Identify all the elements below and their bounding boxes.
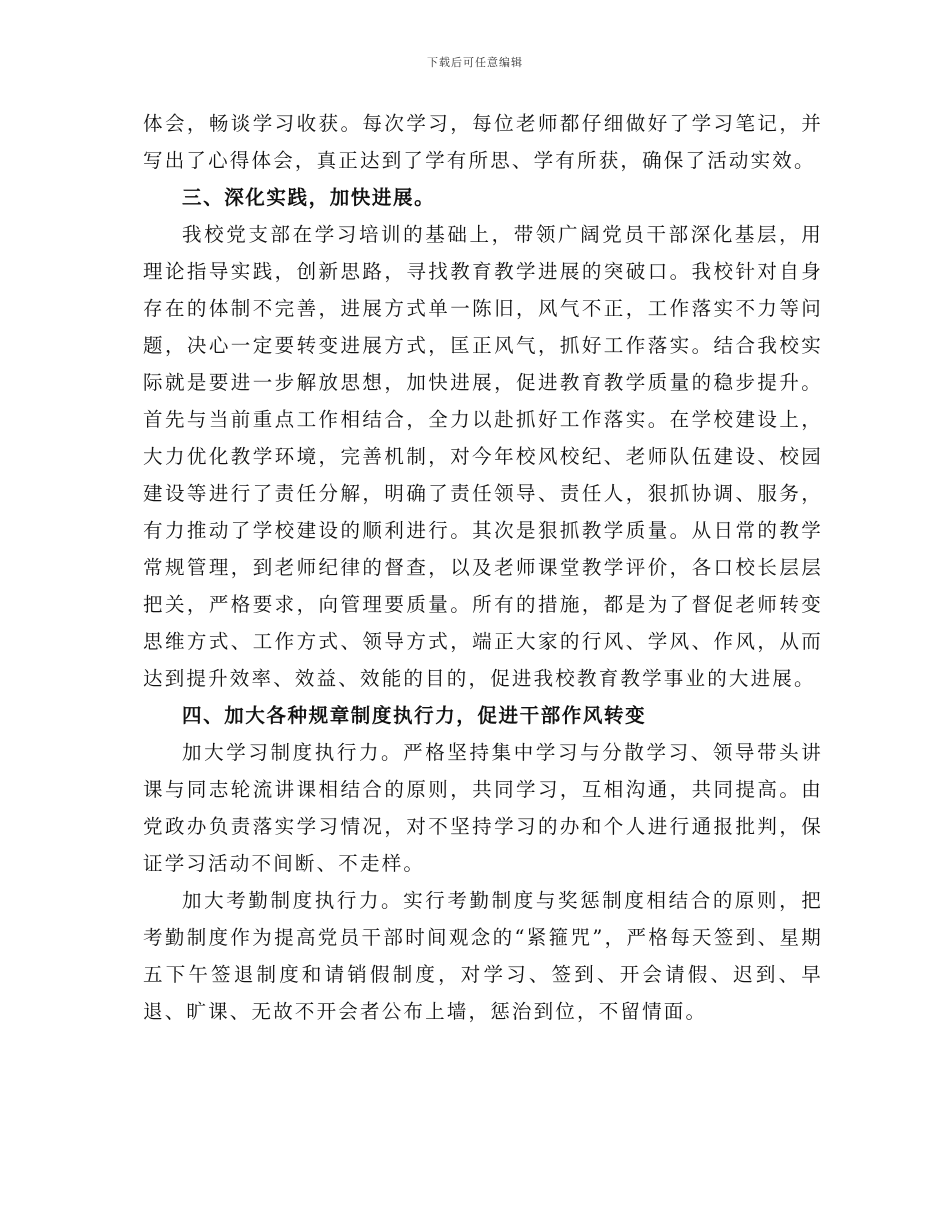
document-body (143, 105, 823, 1030)
page-header: 下载后可任意编辑 (427, 56, 523, 69)
section-heading-4: 四、加大各种规章制度执行力，促进干部作风转变 (182, 704, 647, 727)
paragraph-practice: 我校党支部在学习培训的基础上，带领广阔党员干部深化基层，用理论指导实践，创新思路，寻找教育教学进展的突破口。我校针对自身存在的体制不完善，进展方式单一陈旧，风气不正，工作落实不力等问题，决心一定要转变进展方式，匡正风气，抓好工作落实。结合我校实际就是要进一步解放思想，加快进展，促进教育教学质量的稳步提升。首先与当前重点工作相结合，全力以赴抓好工作落实。在学校建设上，大力优化教学环境，完善机制，对今年校风校纪、老师队伍建设、校园建设等进行了责任分解，明确了责任领导、责任人，狠抓协调、服务，有力推动了学校建设的顺利进行。其次是狠抓教学质量。从日常的教学常规管理，到老师纪律的督查，以及老师课堂教学评价，各口校长层层把关，严格要求，向管理要质量。所有的措施，都是为了督促老师转变思维方式、工作方式、领导方式，端正大家的行风、学风、作风，从而达到提升效率、效益、效能的目的，促进我校教育教学事业的大进展。 (143, 223, 823, 690)
paragraph-study-system: 加大学习制度执行力。严格坚持集中学习与分散学习、领导带头讲课与同志轮流讲课相结合的原则，共同学习，互相沟通，共同提高。由党政办负责落实学习情况，对不坚持学习的办和个人进行通报批判，保证学习活动不间断、不走样。 (143, 741, 823, 875)
paragraph-attendance-system: 加大考勤制度执行力。实行考勤制度与奖惩制度相结合的原则，把考勤制度作为提高党员干部时间观念的“紧箍咒”，严格每天签到、星期五下午签退制度和请销假制度，对学习、签到、开会请假、迟到、早退、旷课、无故不开会者公布上墙，惩治到位，不留情面。 (143, 889, 823, 1023)
section-heading-3: 三、深化实践，加快进展。 (182, 186, 436, 209)
paragraph-continued: 体会，畅谈学习收获。每次学习，每位老师都仔细做好了学习笔记，并写出了心得体会，真正达到了学有所思、学有所获，确保了活动实效。 (143, 112, 823, 172)
